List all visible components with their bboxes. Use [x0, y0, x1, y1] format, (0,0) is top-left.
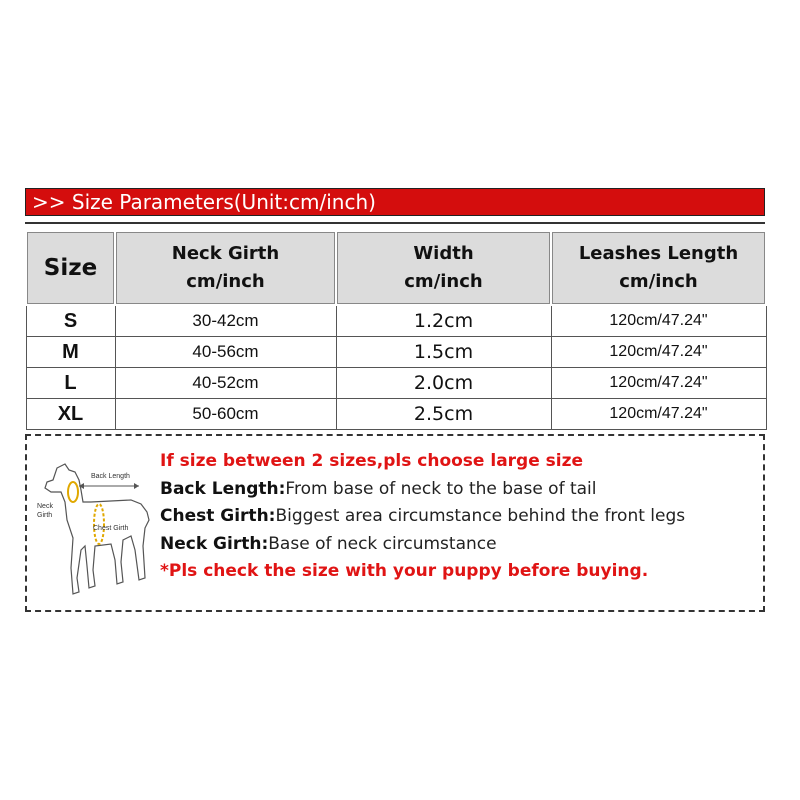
- back-length-note: Back Length:From base of neck to the base of tail: [160, 478, 597, 499]
- neck-girth-label: Girth: [37, 512, 53, 519]
- chest-girth-label: Chest Girth: [93, 525, 129, 532]
- width-cell: 2.0cm: [336, 368, 551, 399]
- leash-length-cell: 120cm/47.24": [551, 337, 766, 368]
- size-cell: XL: [26, 399, 115, 430]
- column-header-leashes-length: Leashes Length cm/inch: [551, 231, 766, 305]
- table-row: [26, 305, 766, 337]
- column-header-neck-girth: Neck Girth cm/inch: [115, 231, 336, 305]
- dog-measurement-diagram: [35, 450, 155, 600]
- size-cell: S: [26, 305, 115, 337]
- leash-length-cell: 120cm/47.24": [551, 368, 766, 399]
- column-header-width: Width cm/inch: [336, 231, 551, 305]
- table-row: [26, 337, 766, 368]
- neck-girth-cell: 40-56cm: [115, 337, 336, 368]
- neck-girth-cell: 50-60cm: [115, 399, 336, 430]
- neck-girth-cell: 40-52cm: [115, 368, 336, 399]
- divider: [25, 222, 765, 224]
- width-cell: 1.2cm: [336, 305, 551, 337]
- table-row: [26, 368, 766, 399]
- neck-girth-label: Neck: [37, 503, 53, 510]
- neck-girth-cell: 30-42cm: [115, 305, 336, 337]
- size-chart: [25, 188, 765, 612]
- size-table: [25, 230, 767, 430]
- size-notes: [160, 448, 760, 586]
- back-length-label: Back Length: [91, 473, 130, 480]
- size-tip: If size between 2 sizes,pls choose large size: [160, 451, 584, 471]
- neck-girth-note: Neck Girth:Base of neck circumstance: [160, 533, 497, 554]
- notes-box: [25, 434, 765, 612]
- size-cell: L: [26, 368, 115, 399]
- chest-girth-note: Chest Girth:Biggest area circumstance behind the front legs: [160, 506, 686, 526]
- column-header-size: Size: [26, 231, 115, 305]
- check-size-warning: *Pls check the size with your puppy before buying.: [160, 561, 649, 581]
- leash-length-cell: 120cm/47.24": [551, 399, 766, 430]
- width-cell: 2.5cm: [336, 399, 551, 430]
- width-cell: 1.5cm: [336, 337, 551, 368]
- leash-length-cell: 120cm/47.24": [551, 305, 766, 337]
- table-header-row: [26, 231, 766, 305]
- size-cell: M: [26, 337, 115, 368]
- size-parameters-header: >> Size Parameters(Unit:cm/inch): [25, 188, 765, 216]
- table-row: [26, 399, 766, 430]
